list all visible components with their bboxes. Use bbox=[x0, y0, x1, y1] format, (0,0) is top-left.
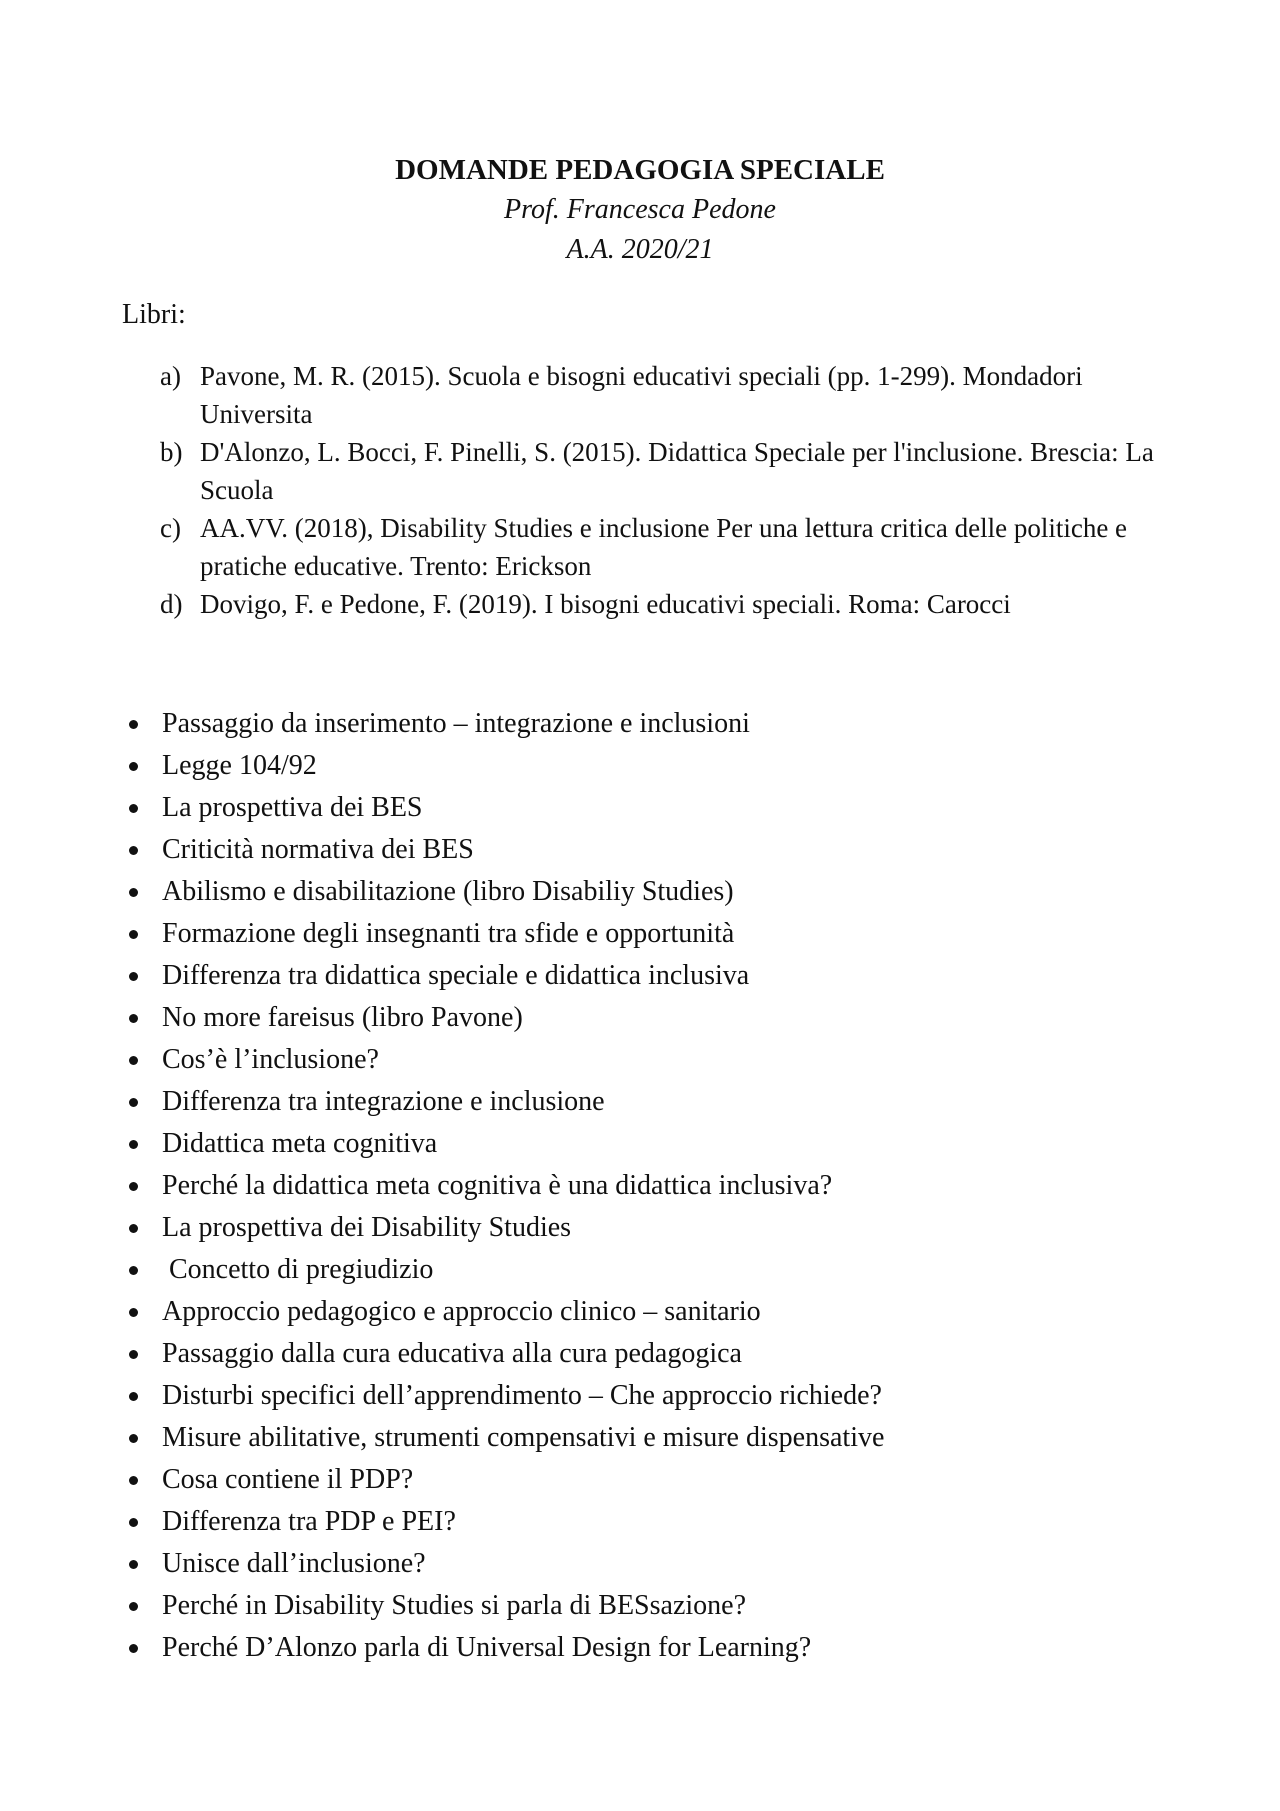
book-marker: c) bbox=[160, 513, 181, 543]
question-item bbox=[124, 1081, 1174, 1123]
bullet-icon bbox=[129, 1392, 138, 1401]
question-item bbox=[124, 955, 1174, 997]
bullet-icon bbox=[129, 1224, 138, 1233]
question-item bbox=[124, 1375, 1174, 1417]
question-item bbox=[124, 1627, 1174, 1669]
question-text: Differenza tra integrazione e inclusione bbox=[162, 1086, 605, 1117]
professor-name: Prof. Francesca Pedone bbox=[504, 194, 776, 225]
question-item bbox=[124, 829, 1174, 871]
bullet-icon bbox=[129, 1308, 138, 1317]
question-item bbox=[124, 1543, 1174, 1585]
question-text: Differenza tra didattica speciale e didattica inclusiva bbox=[162, 960, 750, 991]
question-text: Differenza tra PDP e PEI? bbox=[162, 1506, 456, 1537]
question-text: Perché in Disability Studies si parla di BESsazione? bbox=[162, 1590, 747, 1621]
document-header bbox=[0, 150, 1280, 270]
question-text: Approccio pedagogico e approccio clinico – sanitario bbox=[162, 1296, 761, 1327]
book-citation: Pavone, M. R. (2015). Scuola e bisogni educativi speciali (pp. 1-299). Mondadori Universita bbox=[200, 361, 1083, 429]
bullet-icon bbox=[129, 1056, 138, 1065]
book-citation: Dovigo, F. e Pedone, F. (2019). I bisogni educativi speciali. Roma: Carocci bbox=[200, 589, 1011, 619]
question-item bbox=[124, 997, 1174, 1039]
questions-list bbox=[124, 703, 1174, 1669]
question-text: Concetto di pregiudizio bbox=[162, 1254, 434, 1285]
question-item bbox=[124, 1585, 1174, 1627]
bullet-icon bbox=[129, 1644, 138, 1653]
bullet-icon bbox=[129, 972, 138, 981]
question-item bbox=[124, 1459, 1174, 1501]
question-text: Legge 104/92 bbox=[162, 750, 317, 781]
bullet-icon bbox=[129, 1518, 138, 1527]
question-text: Criticità normativa dei BES bbox=[162, 834, 474, 865]
question-item bbox=[124, 1039, 1174, 1081]
bullet-icon bbox=[129, 846, 138, 855]
bullet-icon bbox=[129, 1098, 138, 1107]
bullet-icon bbox=[129, 1182, 138, 1191]
bullet-icon bbox=[129, 930, 138, 939]
bullet-icon bbox=[129, 1350, 138, 1359]
academic-year: A.A. 2020/21 bbox=[566, 234, 714, 265]
question-item bbox=[124, 913, 1174, 955]
question-item bbox=[124, 787, 1174, 829]
question-text: Perché D’Alonzo parla di Universal Design for Learning? bbox=[162, 1632, 812, 1663]
book-item bbox=[160, 433, 1170, 509]
bullet-icon bbox=[129, 1266, 138, 1275]
question-item bbox=[124, 1417, 1174, 1459]
books-list bbox=[160, 357, 1170, 623]
question-item bbox=[124, 1501, 1174, 1543]
question-text: Cos’è l’inclusione? bbox=[162, 1044, 379, 1075]
bullet-icon bbox=[129, 1140, 138, 1149]
question-text: Disturbi specifici dell’apprendimento – Che approccio richiede? bbox=[162, 1380, 882, 1411]
question-item bbox=[124, 1207, 1174, 1249]
book-citation: D'Alonzo, L. Bocci, F. Pinelli, S. (2015). Didattica Speciale per l'inclusione. Brescia: La Scuola bbox=[200, 437, 1154, 505]
books-heading: Libri: bbox=[122, 299, 186, 330]
question-text: Formazione degli insegnanti tra sfide e opportunità bbox=[162, 918, 735, 949]
question-item bbox=[124, 1333, 1174, 1375]
question-item bbox=[124, 1123, 1174, 1165]
bullet-icon bbox=[129, 888, 138, 897]
bullet-icon bbox=[129, 1602, 138, 1611]
book-item bbox=[160, 585, 1170, 623]
question-text: Unisce dall’inclusione? bbox=[162, 1548, 426, 1579]
question-text: Didattica meta cognitiva bbox=[162, 1128, 438, 1159]
question-item bbox=[124, 871, 1174, 913]
bullet-icon bbox=[129, 762, 138, 771]
bullet-icon bbox=[129, 1560, 138, 1569]
question-text: La prospettiva dei BES bbox=[162, 792, 423, 823]
question-item bbox=[124, 1291, 1174, 1333]
book-citation: AA.VV. (2018), Disability Studies e inclusione Per una lettura critica delle politiche e pratiche educative. Trento: Erickson bbox=[200, 513, 1128, 581]
question-text: Abilismo e disabilitazione (libro Disabiliy Studies) bbox=[162, 876, 734, 907]
bullet-icon bbox=[129, 804, 138, 813]
book-marker: a) bbox=[160, 361, 181, 391]
question-item bbox=[124, 1165, 1174, 1207]
bullet-icon bbox=[129, 1014, 138, 1023]
bullet-icon bbox=[129, 1476, 138, 1485]
question-text: Cosa contiene il PDP? bbox=[162, 1464, 414, 1495]
question-text: La prospettiva dei Disability Studies bbox=[162, 1212, 572, 1243]
book-marker: b) bbox=[160, 437, 183, 467]
document-title: DOMANDE PEDAGOGIA SPECIALE bbox=[395, 154, 885, 186]
book-item bbox=[160, 357, 1170, 433]
book-marker: d) bbox=[160, 589, 183, 619]
question-text: Passaggio dalla cura educativa alla cura pedagogica bbox=[162, 1338, 742, 1369]
question-item bbox=[124, 703, 1174, 745]
question-item bbox=[124, 745, 1174, 787]
book-item bbox=[160, 509, 1170, 585]
question-text: Passaggio da inserimento – integrazione e inclusioni bbox=[162, 708, 750, 739]
question-text: No more fareisus (libro Pavone) bbox=[162, 1002, 523, 1033]
question-text: Perché la didattica meta cognitiva è una didattica inclusiva? bbox=[162, 1170, 833, 1201]
question-text: Misure abilitative, strumenti compensativi e misure dispensative bbox=[162, 1422, 885, 1453]
question-item bbox=[124, 1249, 1174, 1291]
bullet-icon bbox=[129, 720, 138, 729]
bullet-icon bbox=[129, 1434, 138, 1443]
